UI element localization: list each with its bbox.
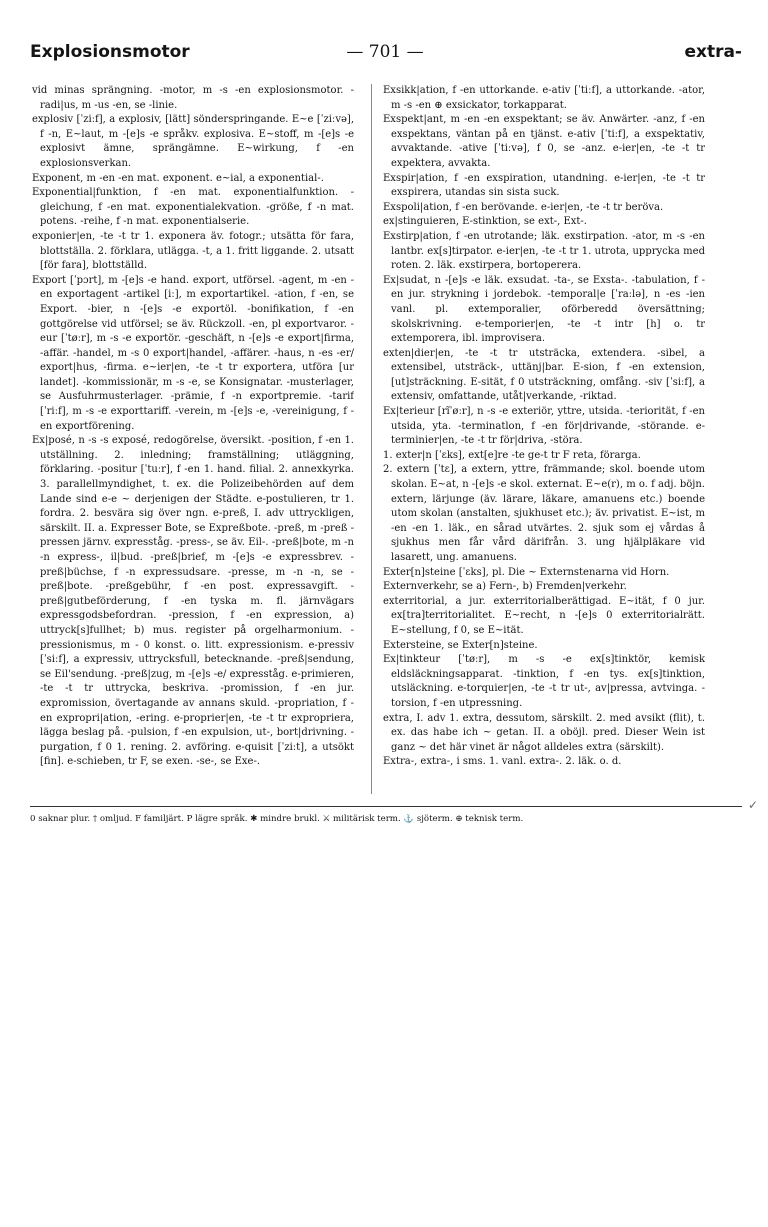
dictionary-entry: explosiv [ˈziːf], a explosiv, [lätt] sönderspringande. E~e [ˈziːvə], f -n, E~laut, m -[e]s -e språkv. explosiva. E~stoff, m -[e]s -e explosivt ämne, sprängämne. E~wirkung, f -en explosionsverkan. [32, 114, 354, 169]
dictionary-entry: Exter[n]steine [ˈɛks], pl. Die ~ Externstenarna vid Horn. [383, 566, 670, 578]
dictionary-entry: Extersteine, se Exter[n]steine. [383, 639, 538, 651]
dictionary-entry: vid minas sprängning. -motor, m -s -en explosionsmotor. -radi|us, m -us -en, se -linie. [32, 85, 354, 111]
dictionary-entry: Exspoli|ation, f -en berövande. e-ier|en, -te -t tr beröva. [383, 201, 664, 213]
dictionary-entry: exterritorial, a jur. exterritorialberättigad. E~ität, f 0 jur. ex[tra]territorialitet. E~recht, n -[e]s 0 exterritorialrätt. E~stellung, f 0, se E~ität. [383, 595, 705, 636]
dictionary-entry: 1. exter|n [ˈɛks], ext[e]re -te ge-t tr F reta, förarga. [383, 449, 641, 461]
dictionary-entry: Exsikk|ation, f -en uttorkande. e-ativ [ˈtiːf], a uttorkande. -ator, m -s -en ⊕ exsickator, torkapparat. [383, 85, 705, 111]
abbreviation-legend: 0 saknar plur. † omljud. F familjärt. P lägre språk. ✱ mindre brukl. ⚔ militärisk term. ⚓ sjöterm. ⊕ teknisk term. [30, 814, 524, 824]
header-guide-word: Explosionsmotor [30, 42, 190, 62]
dictionary-entry: exten|dier|en, -te -t tr utsträcka, extendera. -sibel, a extensibel, utsträck-, uttänj|bar. E-sion, f -en extension, [ut]sträckning. E-sität, f 0 utsträckning, omfång. -siv [ˈsiːf], a extensiv, omfattande, utåt|verkande, -riktad. [383, 347, 705, 403]
dictionary-entry: exponier|en, -te -t tr 1. exponera äv. fotogr.; utsätta för fara, blottställa. 2. förklara, utlägga. -t, a 1. fritt liggande. 2. utsatt [för fara], blottställd. [32, 230, 354, 272]
dictionary-entry: Externverkehr, se a) Fern-, b) Fremden|verkehr. [383, 581, 627, 593]
header-catchword: extra- [684, 42, 742, 62]
column-divider [371, 84, 372, 794]
dictionary-entry: extra, I. adv 1. extra, dessutom, särskilt. 2. med avsikt (flit), t. ex. das habe ich ~ getan. II. a oböjl. pred. Dieser Wein ist ganz ~ det här vinet är något alldeles extra (särskilt). [383, 712, 705, 753]
dictionary-entry: 2. extern [ˈtɛ], a extern, yttre, främmande; skol. boende utom skolan. E~at, n -[e]s -e skol. externat. E~e(r), m o. f adj. böjn. extern, lärjunge (äv. lärare, läkare, amanuens etc.) boende utom skolan (anstalten, sjukhuset etc.); äv. privatist. E~ist, m -en -en 1. läk., en sårad utvärtes. 2. sjuk som ej vårdas å sjukhus men får vård därifrån. 3. ung hjälpläkare vid lasarett, ung. amanuens. [383, 464, 705, 563]
left-column [32, 84, 354, 799]
page-header [30, 42, 742, 72]
dictionary-entry: Ex|sudat, n -[e]s -e läk. exsudat. -ta-, se Exsta-. -tabulation, f -en jur. strykning i jordebok. -temporal|e [ˈraːlə], n -es -ien vanl. pl. extemporalier, oförberedd översättning; skolskrivning. e-temporier|en, -te -t intr [h] o. tr extemporera, ibl. improvisera. [383, 274, 705, 345]
margin-mark: ✓ [748, 798, 759, 812]
right-column [383, 84, 705, 799]
dictionary-entry: Ex|tinkteur [ˈtøːr], m -s -e ex[s]tinktör, kemisk eldsläckningsapparat. -tinktion, f -en tys. ex[s]tinktion, utsläckning. e-torquier|en, -te -t tr ut-, av|pressa, avtvinga. -torsion, f -en utpressning. [383, 654, 705, 709]
dictionary-entry: Extra-, extra-, i sms. 1. vanl. extra-. 2. läk. o. d. [383, 756, 622, 768]
dictionary-entry: Ex|posé, n -s -s exposé, redogörelse, översikt. -position, f -en 1. utställning. 2. inledning; framställning; utläggning, förklaring. -positur [ˈtuːr], f -en 1. hand. filial. 2. annexkyrka. 3. parallellmyndighet, t. ex. die Polizeibehörden auf dem Lande sind e-e ~ derjenigen der Städte. e-postulieren, tr 1. fordra. 2. besvära sig över ngn. e-preß, I. adv uttryckligen, särskilt. II. a. Expresser Bote, se Expreßbote. -preß, m -preß -pressen järnv. expresståg. -press-, se äv. Eil-. -preß|bote, m -n -n express-, il|bud. -preß|brief, m -[e]s -e expressbrev. -preß|büchse, f -n expressudsare. -presse, m -n -n, se -preß|bote. -preßgebühr, f -en post. expressavgift. -preß|gutbeförderung, f -en tyska m. fl. järnvägars expressgodsbefordran. -pression, f -en expression, a) uttryck[s]fullhet; b) mus. register på orgelharmonium. -pressionismus, m - 0 konst. o. litt. expressionism. e-pressiv [ˈsiːf], a expressiv, uttrycksfull, betecknande. -preß|sendung, se Eil'sendung. -preß|zug, m -[e]s -e/ expresståg. e-primieren, -te -t tr uttrycka, beskriva. -promission, f -en jur. expromission, övertagande av annans skuld. -propriation, f -en expropri|ation, -ering. e-proprier|en, -te -t tr expropriera, lägga beslag på. -pulsion, f -en expulsion, ut-, bort|drivning. -purgation, f 0 1. rening. 2. avföring. e-quisit [ˈziːt], a utsökt [fin]. e-schieben, tr F, se exen. -se-, se Exe-. [32, 435, 354, 768]
dictionary-entry: ex|stinguieren, E-stinktion, se ext-, Ext-. [383, 216, 587, 228]
dictionary-entry: Ex|terieur [rĩˈøːr], n -s -e exteriör, yttre, utsida. -teriorität, f -en utsida, yta. -terminatlon, f -en för|drivande, -störande. e-terminier|en, -te -t tr för|driva, -störa. [383, 406, 705, 447]
dictionary-entry: Exstirp|ation, f -en utrotande; läk. exstirpation. -ator, m -s -en lantbr. ex[s]tirpator. e-ier|en, -te -t tr 1. utrota, upprycka med roten. 2. läk. exstirpera, bortoperera. [383, 230, 705, 272]
dictionary-entry: Export [ˈpɔrt], m -[e]s -e hand. export, utförsel. -agent, m -en -en exportagent -artikel [iː], m exportartikel. -ation, f -en, se Export. -bier, n -[e]s -e exportöl. -bonifikation, f -en gottgörelse vid utförsel; se äv. Rückzoll. -en, pl exportvaror. -eur [ˈtøːr], m -s -e exportör. -geschäft, n -[e]s -e export|firma, -affär. -handel, m -s 0 export|handel, -affärer. -haus, n -es -er/ export|hus, -firma. e~ier|en, -te -t tr exportera, utföra [ur landet]. -kommissionär, m -s -e, se Konsignatar. -musterlager, se Ausfuhrmusterlager. -prämie, f -n exportpremie. -tarif [ˈriːf], m -s -e exporttariff. -verein, m -[e]s -e, -vereinigung, f -en exportförening. [32, 274, 354, 432]
dictionary-entry: Exspir|ation, f -en exspiration, utandning. e-ier|en, -te -t tr exspirera, utandas sin sista suck. [383, 172, 705, 199]
dictionary-entry: Exspekt|ant, m -en -en exspektant; se äv. Anwärter. -anz, f -en exspektans, väntan på en tjänst. e-ativ [ˈtiːf], a exspektativ, avvaktande. -ative [ˈtiːvə], f 0, se -anz. e-ier|en, -te -t tr expektera, avvakta. [383, 114, 705, 169]
dictionary-entry: Exponent, m -en -en mat. exponent. e~ial, a exponential-. [32, 172, 324, 184]
dictionary-entry: Exponential|funktion, f -en mat. exponentialfunktion. -gleichung, f -en mat. exponentialekvation. -größe, f -n mat. potens. -reihe, f -n mat. exponentialserie. [32, 187, 354, 228]
page-number: — 701 — [346, 42, 424, 62]
footer-rule [30, 806, 742, 807]
